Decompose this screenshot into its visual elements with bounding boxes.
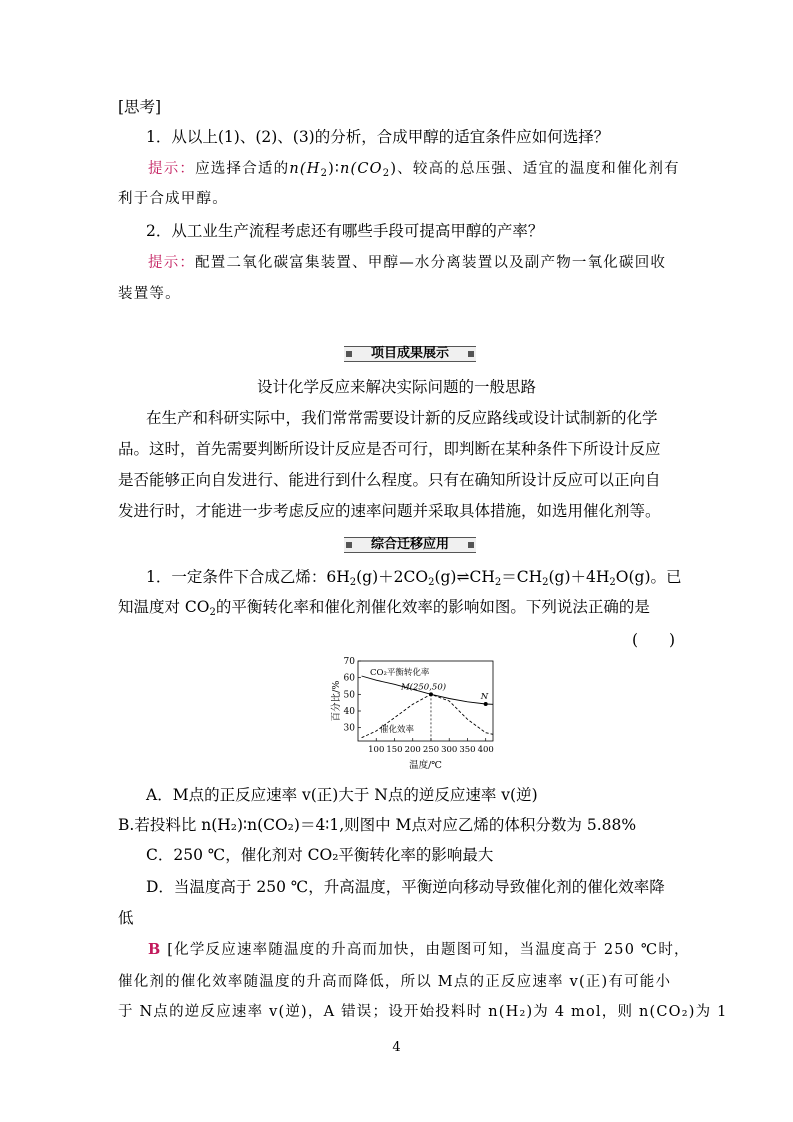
x-tick-label: 350 — [459, 745, 476, 755]
hint-2-line-1 — [118, 253, 666, 273]
y-tick-label: 60 — [343, 673, 355, 684]
x-tick-label: 300 — [441, 745, 458, 755]
section-banner-application: 综合迁移应用 — [344, 537, 476, 553]
text: (g)＋2CO — [356, 568, 429, 586]
text: (g)＋4H — [548, 568, 610, 586]
option-d-line-2: 低 — [118, 909, 134, 927]
hint-label: 提示： — [148, 255, 196, 271]
exercise-question-line-2 — [118, 597, 650, 623]
subscript: 2 — [428, 577, 435, 588]
hint-1-line-1 — [118, 159, 680, 184]
subscript: 2 — [494, 577, 502, 588]
answer-text: [化学反应速率随温度的升高而加快，由题图可知，当温度高于 250 ℃时， — [167, 942, 690, 958]
subscript: 2 — [349, 577, 357, 588]
co2-series-label: CO₂平衡转化率 — [370, 668, 430, 678]
x-tick-label: 400 — [477, 745, 494, 755]
text: 的平衡转化率和催化剂催化效率的影响如图。下列说法正确的是 — [215, 598, 650, 616]
colon: )∶ — [328, 161, 340, 177]
text: ＝CH — [501, 568, 543, 586]
equilibrium-chart — [330, 655, 500, 773]
paragraph-line-4: 发进行时，才能进一步考虑反应的速率问题并采取具体措施，如选用催化剂等。 — [118, 502, 661, 520]
hint-2-line-2: 装置等。 — [118, 286, 181, 302]
text: 1．一定条件下合成乙烯：6H — [146, 568, 350, 586]
hint-text: 应选择合适的 — [195, 161, 290, 177]
x-axis-label: 温度/℃ — [409, 760, 442, 771]
subscript: 2 — [609, 577, 616, 588]
answer-letter: B — [148, 941, 162, 958]
answer-parentheses: ( ) — [632, 631, 676, 649]
catalyst-series-label: 催化效率 — [380, 725, 415, 735]
y-tick-label: 30 — [343, 723, 355, 734]
option-b: B.若投料比 n(H₂)∶n(CO₂)＝4∶1,则图中 M点对应乙烯的体积分数为 5.88% — [118, 816, 637, 834]
question-2: 2．从工业生产流程考虑还有哪些手段可提高甲醇的产率？ — [146, 222, 544, 240]
text: O(g)。已 — [615, 568, 682, 586]
subscript: 2 — [320, 168, 329, 179]
x-tick-label: 200 — [404, 745, 421, 755]
section-banner-results: 项目成果展示 — [344, 346, 476, 362]
subscript: 2 — [382, 168, 391, 179]
think-header: [思考] — [118, 98, 162, 116]
text: 知温度对 CO — [118, 598, 210, 616]
x-tick-label: 150 — [386, 745, 403, 755]
formula-n-co2: n(CO — [339, 161, 383, 177]
question-1: 1．从以上(1)、(2)、(3)的分析，合成甲醇的适宜条件应如何选择？ — [146, 128, 610, 146]
hint-text: 配置二氧化碳富集装置、甲醇—水分离装置以及副产物一氧化碳回收 — [195, 255, 667, 271]
option-a: A．M点的正反应速率 v(正)大于 N点的逆反应速率 v(逆) — [146, 786, 538, 804]
formula-n-h2: n(H — [289, 161, 321, 177]
answer-line-3: 于 N点的逆反应速率 v(逆)，A 错误；设开始投料时 n(H₂)为 4 mol，则 n(CO₂)为 1 — [118, 1004, 728, 1020]
y-axis-label: 百分比/% — [331, 680, 342, 722]
hint-text: )、较高的总压强、适宜的温度和催化剂有 — [390, 161, 680, 177]
exercise-question-line-1 — [146, 567, 682, 593]
section-title: 设计化学反应来解决实际问题的一般思路 — [256, 378, 536, 396]
point-m-label: M(250,50) — [400, 682, 447, 693]
hint-label: 提示： — [148, 161, 196, 177]
paragraph-line-3: 是否能够正向自发进行、能进行到什么程度。只有在确知所设计反应可以正向自 — [118, 471, 661, 489]
subscript: 2 — [542, 577, 549, 588]
hint-1-line-2: 利于合成甲醇。 — [118, 191, 228, 207]
x-tick-label: 100 — [368, 745, 385, 755]
y-tick-label: 70 — [343, 657, 355, 667]
y-tick-label: 50 — [343, 690, 355, 701]
point-m — [429, 692, 433, 696]
answer-line-1 — [118, 940, 690, 960]
answer-line-2: 催化剂的催化效率随温度的升高而降低，所以 M点的正反应速率 v(正)有可能小 — [118, 974, 672, 990]
option-c: C．250 ℃，催化剂对 CO₂平衡转化率的影响最大 — [146, 846, 494, 864]
text: (g)⇌CH — [434, 568, 495, 586]
option-d-line-1: D．当温度高于 250 ℃，升高温度，平衡逆向移动导致催化剂的催化效率降 — [146, 878, 665, 896]
paragraph-line-1: 在生产和科研实际中，我们常常需要设计新的反应路线或设计试制新的化学 — [146, 409, 658, 427]
paragraph-line-2: 品。这时，首先需要判断所设计反应是否可行，即判断在某种条件下所设计反应 — [118, 440, 661, 458]
point-n — [484, 702, 488, 706]
point-n-label: N — [480, 692, 489, 702]
subscript: 2 — [209, 607, 216, 618]
x-tick-label: 250 — [422, 745, 440, 755]
y-tick-label: 40 — [343, 707, 355, 717]
page-number: 4 — [392, 1040, 401, 1055]
